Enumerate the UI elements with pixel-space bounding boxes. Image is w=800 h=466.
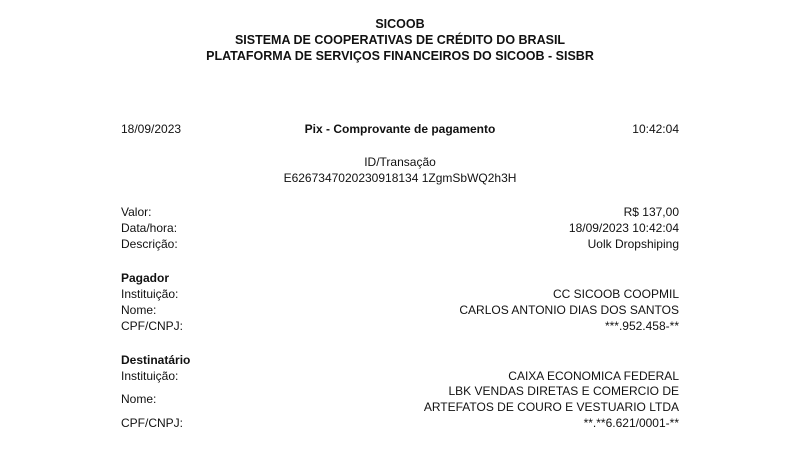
pagador-instituicao-value: CC SICOOB COOPMIL [552, 287, 679, 301]
descricao-row [121, 236, 679, 252]
pagador-cpf-label: CPF/CNPJ: [121, 319, 184, 333]
platform-name: PLATAFORMA DE SERVIÇOS FINANCEIROS DO SICOOB - SISBR [206, 49, 594, 63]
receipt-topline [121, 121, 681, 137]
destinatario-instituicao-label: Instituição: [121, 369, 179, 383]
destinatario-instituicao-value: CAIXA ECONOMICA FEDERAL [508, 369, 679, 383]
transaction-id: E6267347020230918134 1ZgmSbWQ2h3H [283, 171, 517, 185]
pagador-cpf-value: ***.952.458-** [604, 319, 679, 333]
destinatario-nome-value [424, 383, 679, 415]
valor-row [121, 204, 679, 220]
destinatario-cpf-row [121, 415, 679, 431]
valor-label: Valor: [121, 205, 152, 219]
pagador-cpf-row [121, 318, 679, 334]
pagador-instituicao-row [121, 286, 679, 302]
pagador-nome-label: Nome: [121, 303, 157, 317]
pagador-instituicao-label: Instituição: [121, 287, 179, 301]
destinatario-nome-line1: LBK VENDAS DIRETAS E COMERCIO DE [448, 384, 679, 398]
destinatario-instituicao-row [121, 368, 679, 384]
pagador-nome-value: CARLOS ANTONIO DIAS DOS SANTOS [459, 303, 679, 317]
datahora-row [121, 220, 679, 236]
receipt-date: 18/09/2023 [121, 122, 182, 136]
destinatario-cpf-value: **.**6.621/0001-** [583, 416, 679, 430]
descricao-label: Descrição: [121, 237, 178, 251]
transaction-label: ID/Transação [364, 155, 436, 169]
receipt-header [0, 16, 800, 64]
descricao-value: Uolk Dropshiping [587, 237, 679, 251]
destinatario-nome-row [121, 383, 679, 415]
datahora-label: Data/hora: [121, 221, 178, 235]
destinatario-title: Destinatário [121, 353, 191, 367]
receipt-title: Pix - Comprovante de pagamento [304, 122, 496, 136]
destinatario-nome-label: Nome: [121, 392, 157, 406]
pagador-nome-row [121, 302, 679, 318]
destinatario-nome-line2: ARTEFATOS DE COURO E VESTUARIO LTDA [423, 400, 679, 414]
pagador-title: Pagador [121, 271, 170, 285]
bank-name: SICOOB [375, 17, 425, 31]
destinatario-cpf-label: CPF/CNPJ: [121, 416, 184, 430]
system-name: SISTEMA DE COOPERATIVAS DE CRÉDITO DO BRASIL [234, 33, 566, 47]
valor-value: R$ 137,00 [623, 205, 679, 219]
datahora-value: 18/09/2023 10:42:04 [568, 221, 679, 235]
transaction-block [0, 154, 800, 186]
receipt-time: 10:42:04 [632, 122, 679, 136]
